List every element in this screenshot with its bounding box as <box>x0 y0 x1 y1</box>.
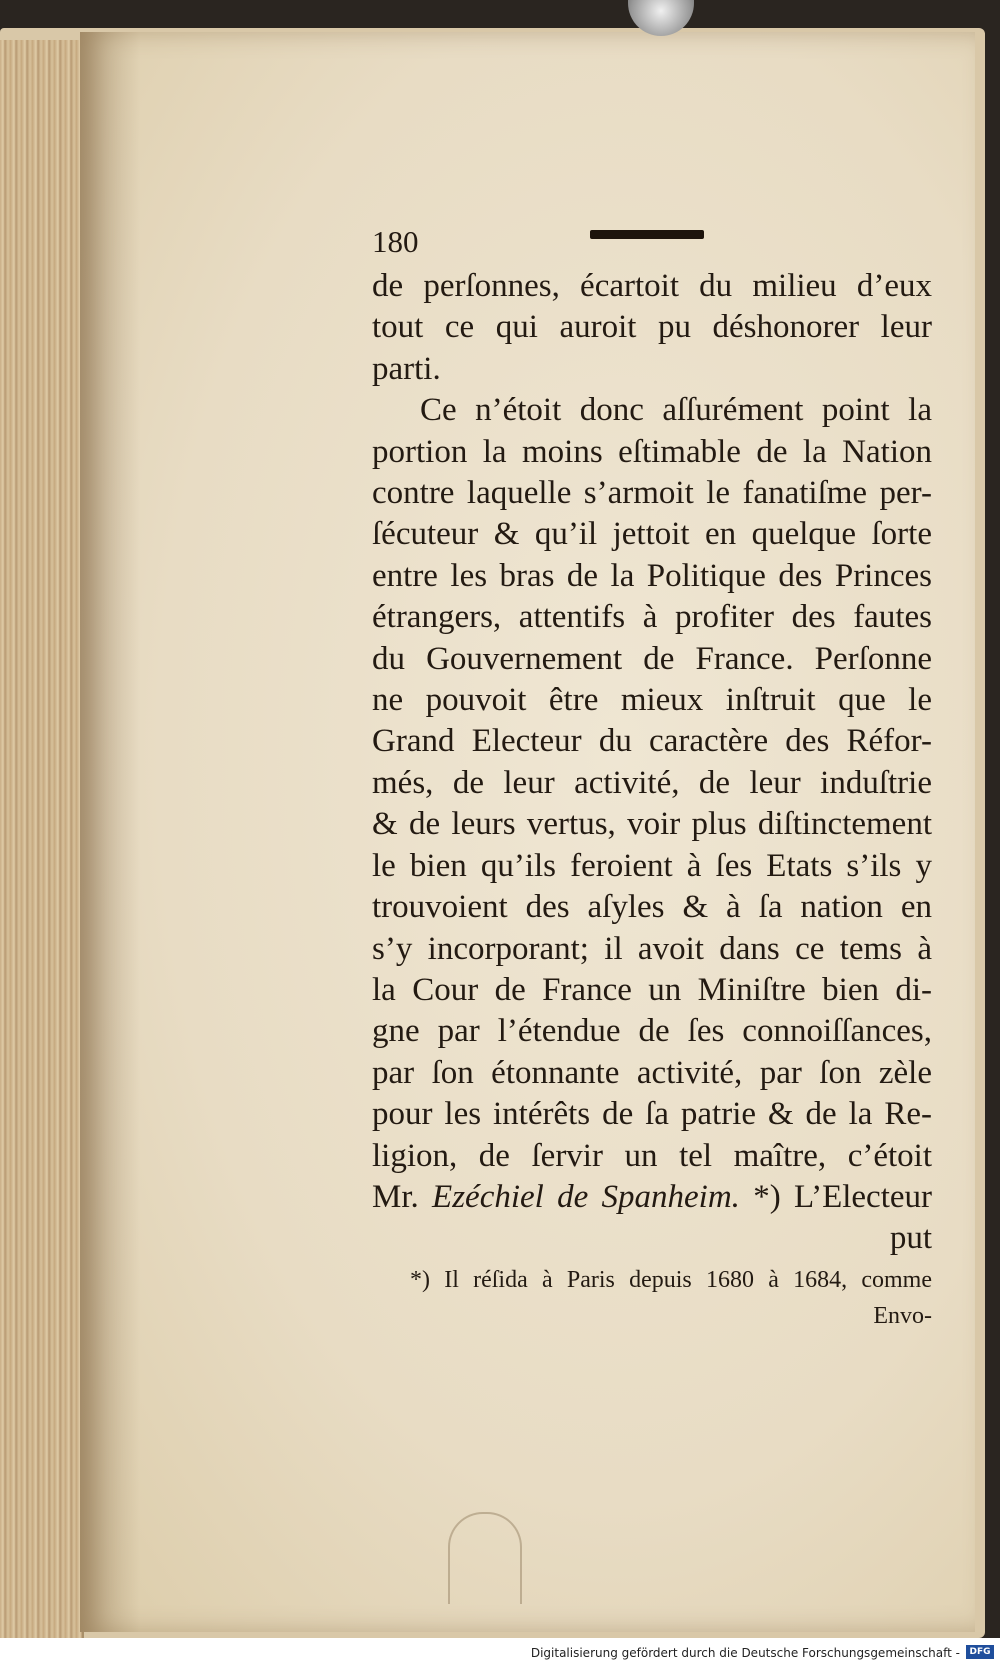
footnote <box>372 1262 932 1334</box>
footnote-line: *) Il réſida à Paris depuis 1680 à 1684, comme <box>410 1266 932 1293</box>
page-header <box>372 222 932 266</box>
text-line: ne pouvoit être mieux inſtruit que le <box>372 682 932 719</box>
digitization-credit: Digitalisierung gefördert durch die Deutsche Forschungsgemeinschaft - <box>530 1646 960 1660</box>
catchword: put <box>889 1220 932 1257</box>
book-clip-bottom <box>448 1512 522 1604</box>
dfg-logo: DFG <box>966 1645 994 1659</box>
text-line: étrangers, attentifs à profiter des fautes <box>372 599 932 636</box>
text-line: més, de leur activité, de leur induſtrie <box>372 764 932 801</box>
page-edges <box>0 40 84 1640</box>
page-number: 180 <box>372 224 419 259</box>
text-line: Grand Electeur du caractère des Réfor- <box>372 723 932 760</box>
text-line: de perſonnes, écartoit du milieu d’eux <box>372 268 932 304</box>
text-line: par ſon étonnante activité, par ſon zèle <box>372 1054 932 1091</box>
text-line: la Cour de France un Miniſtre bien di- <box>372 971 932 1008</box>
last-line-suffix: *) L’Electeur <box>739 1178 932 1215</box>
footnote-catchword: Envo- <box>873 1302 932 1329</box>
text-line: le bien qu’ils feroient à ſes Etats s’ils y <box>372 847 932 884</box>
text-line: trouvoient des aſyles & à ſa nation en <box>372 889 932 926</box>
text-line: tout ce qui auroit pu déshonorer leur <box>372 309 932 346</box>
text-line: contre laquelle s’armoit le fanatiſme per- <box>372 475 932 512</box>
text-line-last <box>372 1177 932 1218</box>
text-line: portion la moins eſtimable de la Nation <box>372 433 932 470</box>
text-line: Ce n’étoit donc aſſurément point la <box>420 392 932 429</box>
text-line: parti. <box>372 350 441 387</box>
last-line-prefix: Mr. <box>372 1178 433 1215</box>
text-line: pour les intérêts de ſa patrie & de la Re- <box>372 1096 932 1133</box>
gutter-shadow <box>80 32 140 1632</box>
header-rule-ornament <box>590 230 704 239</box>
text-line: entre les bras de la Politique des Princes <box>372 557 932 594</box>
text-line: ligion, de ſervir un tel maître, c’étoit <box>372 1137 932 1174</box>
text-line: gne par l’étendue de ſes connoiſſances, <box>372 1013 932 1050</box>
spanheim-name-italic: Ezéchiel de Spanheim. <box>432 1178 740 1215</box>
page-text-block <box>372 222 932 1334</box>
text-line: s’y incorporant; il avoit dans ce tems à <box>372 930 932 967</box>
text-line: du Gouvernement de France. Perſonne <box>372 640 932 677</box>
text-line: ſécuteur & qu’il jettoit en quelque ſorte <box>372 516 932 553</box>
body-text <box>372 266 932 1260</box>
text-line: & de leurs vertus, voir plus diſtinctement <box>372 806 932 843</box>
